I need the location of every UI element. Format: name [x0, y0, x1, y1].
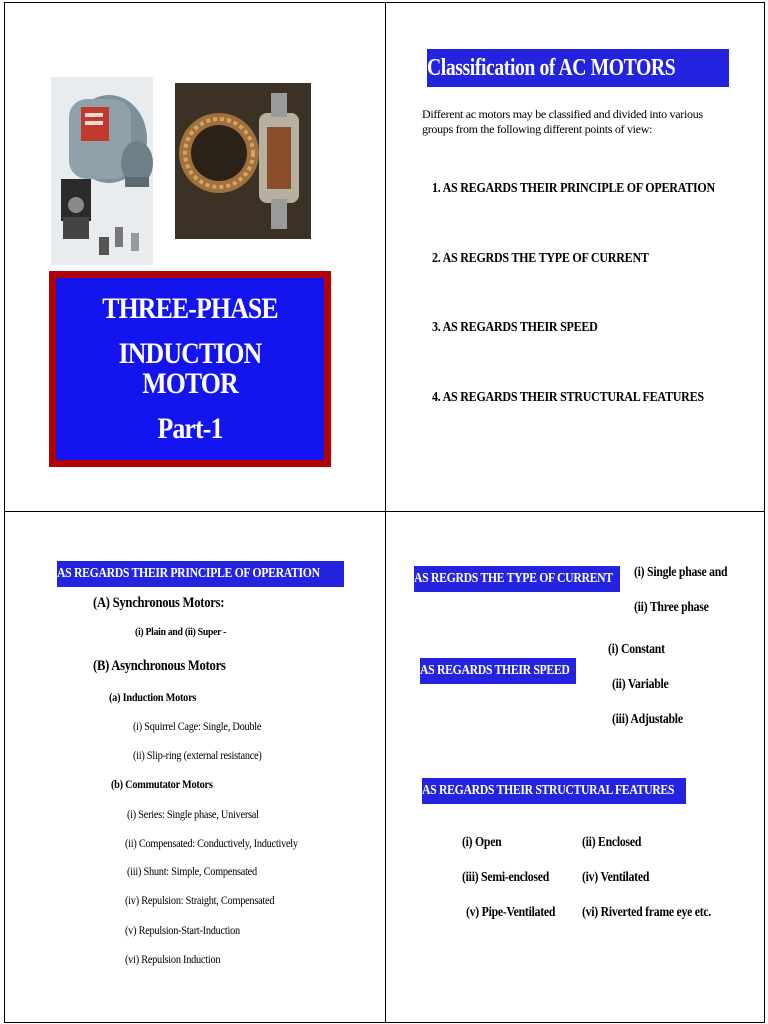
slide-classification: [385, 2, 765, 512]
classification-header: [427, 49, 729, 87]
commutator-motor-type: (ii) Compensated: Conductively, Inductively: [125, 836, 298, 850]
synchronous-motors-title: (A) Synchronous Motors:: [93, 595, 225, 611]
slide-principle-of-operation: [4, 511, 386, 1023]
structural-item: (iv) Ventilated: [582, 870, 650, 885]
induction-motors-title: (a) Induction Motors: [109, 690, 197, 704]
stator-rotor-photo: [175, 83, 311, 239]
title-box: [49, 271, 331, 467]
structural-item: (i) Open: [462, 835, 502, 850]
title-block: [56, 278, 324, 460]
asynchronous-motors-title: (B) Asynchronous Motors: [93, 658, 226, 674]
classification-item-3: 3. AS REGARDS THEIR SPEED: [432, 320, 598, 335]
title-line-3: Part-1: [157, 412, 223, 446]
induction-motor-type: (i) Squirrel Cage: Single, Double: [133, 719, 262, 733]
speed-item: (i) Constant: [608, 642, 665, 657]
speed-header: AS REGARDS THEIR SPEED: [420, 658, 576, 684]
classification-item-2: 2. AS REGRDS THE TYPE OF CURRENT: [432, 251, 649, 266]
commutator-motors-title: (b) Commutator Motors: [111, 777, 213, 791]
current-type-header: AS REGRDS THE TYPE OF CURRENT: [414, 566, 620, 592]
commutator-motor-type: (i) Series: Single phase, Universal: [127, 807, 259, 821]
classification-intro: Different ac motors may be classified and divided into various groups from the following different points of view:: [422, 107, 703, 136]
structural-item: (vi) Riverted frame eye etc.: [582, 905, 712, 920]
speed-item: (iii) Adjustable: [612, 712, 683, 727]
principle-header: [57, 561, 344, 587]
induction-motor-type: (ii) Slip-ring (external resistance): [133, 748, 262, 762]
principle-header-text: AS REGARDS THEIR PRINCIPLE OF OPERATION: [57, 566, 320, 581]
classification-header-text: Classification of AC MOTORS: [427, 55, 676, 81]
classification-item-4: 4. AS REGARDS THEIR STRUCTURAL FEATURES: [432, 390, 704, 405]
structural-item: (v) Pipe-Ventilated: [466, 905, 556, 920]
structural-item: (iii) Semi-enclosed: [462, 870, 549, 885]
classification-item-1: 1. AS REGARDS THEIR PRINCIPLE OF OPERATION: [432, 181, 715, 196]
speed-item: (ii) Variable: [612, 677, 669, 692]
synchronous-motors-types: (i) Plain and (ii) Super -: [135, 626, 227, 638]
commutator-motor-type: (vi) Repulsion Induction: [125, 952, 221, 966]
commutator-motor-type: (iii) Shunt: Simple, Compensated: [127, 864, 257, 878]
commutator-motor-type: (v) Repulsion-Start-Induction: [125, 923, 240, 937]
induction-motor-photo: [51, 77, 153, 265]
title-line-1: THREE-PHASE: [102, 291, 278, 325]
current-type-item: (ii) Three phase: [634, 600, 709, 615]
slide-current-speed-structure: [385, 511, 765, 1023]
structural-item: (ii) Enclosed: [582, 835, 642, 850]
slide-title: [4, 2, 386, 512]
commutator-motor-type: (iv) Repulsion: Straight, Compensated: [125, 893, 275, 907]
current-type-item: (i) Single phase and: [634, 565, 728, 580]
structural-header: AS REGARDS THEIR STRUCTURAL FEATURES: [422, 778, 686, 804]
title-line-2: INDUCTION MOTOR: [118, 336, 262, 400]
